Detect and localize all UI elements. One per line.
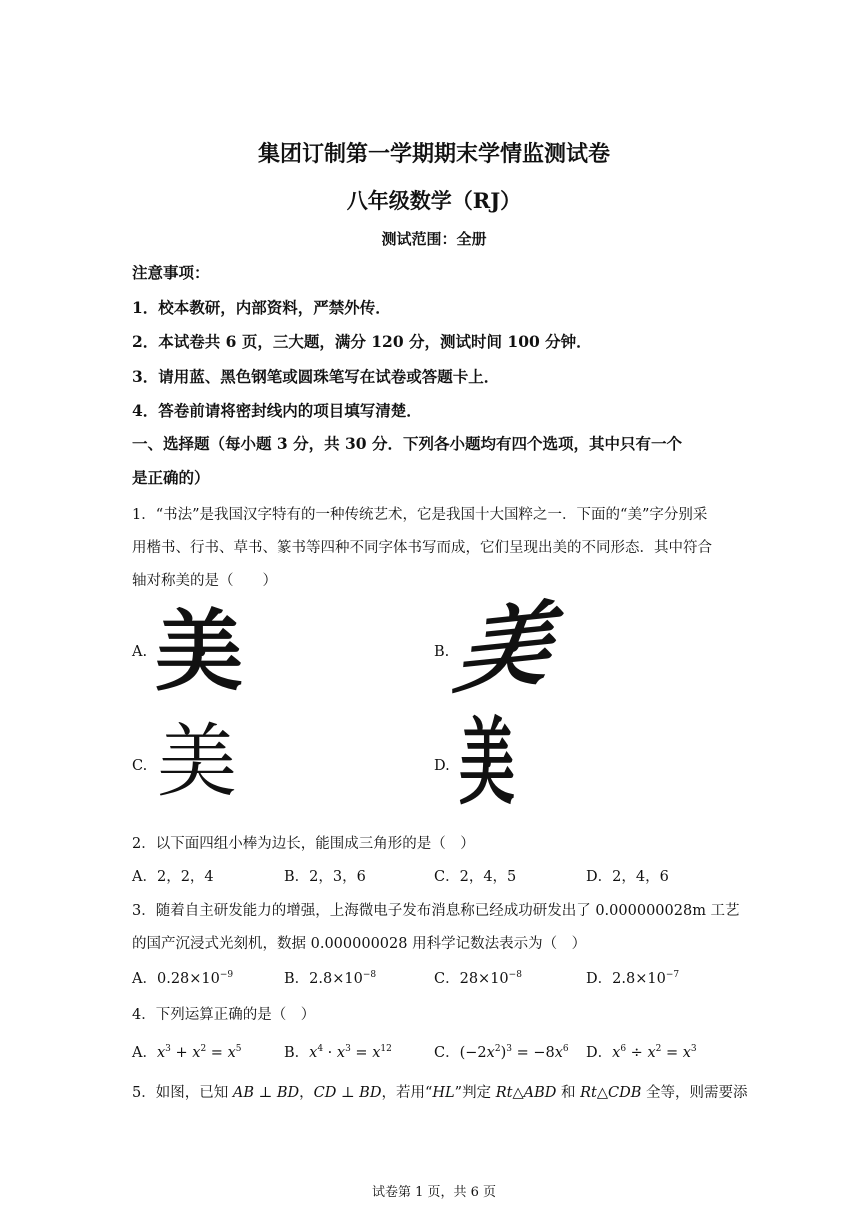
math-exp: 6 (562, 1044, 569, 1055)
q3-option-d-exponent: −7 (665, 970, 680, 981)
q4-option-c-label: C． (434, 1045, 460, 1061)
math-var: x (309, 1045, 318, 1061)
math-var: x (156, 1045, 166, 1061)
q3-option-a-label: A． (132, 971, 157, 987)
q5-line1 (132, 1081, 747, 1102)
q4-option-d-label: D． (586, 1045, 613, 1061)
q5-text: 和 (556, 1085, 581, 1101)
q3-option-c-label: C． (434, 971, 460, 987)
section-heading-line1: 一、选择题（每小题 3 分，共 30 分．下列各小题均有四个选项，其中只有一个 (132, 434, 682, 453)
q1-line1: 1．“书法”是我国汉字特有的一种传统艺术，它是我国十大国粹之一．下面的“美”字分别采 (132, 507, 708, 523)
q1-option-c-label: C. (132, 758, 148, 774)
q1-option-a-calligraphy: 美 (155, 602, 244, 701)
math-op: ÷ (626, 1045, 648, 1061)
math-var: x (486, 1045, 495, 1061)
q2-option-a: A．2，2，4 (132, 869, 214, 885)
q5-math: AB ⊥ BD (232, 1085, 300, 1101)
q3-option-c-exponent: −8 (508, 970, 522, 981)
q5-math: CD ⊥ BD (313, 1085, 382, 1101)
math-exp: 3 (506, 1044, 512, 1055)
math-op: · (323, 1045, 337, 1061)
q5-text: ，若用“ (381, 1085, 433, 1101)
q3-option-b (284, 967, 376, 988)
q4-option-a-label: A． (132, 1045, 157, 1061)
q3-option-b-mantissa: 2.8×10 (309, 971, 363, 987)
test-scope: 测试范围：全册 (381, 230, 487, 248)
q4-option-d (586, 1041, 697, 1062)
q5-text: ， (299, 1085, 314, 1101)
math-var: x (336, 1045, 346, 1061)
math-exp: 5 (235, 1044, 242, 1055)
exam-subtitle: 八年级数学（RJ） (346, 188, 522, 213)
q1-line3: 轴对称美的是（ ） (132, 573, 277, 589)
q3-option-b-label: B． (284, 971, 310, 987)
q3-option-a-exponent: −9 (219, 970, 234, 981)
note-item-3: 3．请用蓝、黑色钢笔或圆珠笔写在试卷或答题卡上． (132, 367, 500, 386)
q3-option-d (586, 967, 679, 988)
q4-option-b-label: B． (284, 1045, 310, 1061)
q3-option-a (132, 967, 233, 988)
note-item-2: 2．本试卷共 6 页，三大题，满分 120 分，测试时间 100 分钟． (132, 332, 592, 351)
q4-stem: 4．下列运算正确的是（ ） (132, 1007, 316, 1023)
q1-option-d-calligraphy: 美 (459, 706, 515, 818)
math-op: = (661, 1045, 683, 1061)
q1-option-a-label: A. (132, 644, 148, 660)
q2-option-d: D．2，4，6 (586, 869, 669, 885)
math-exp: 6 (620, 1044, 627, 1055)
math-var: x (682, 1045, 691, 1061)
math-paren-open: (−2 (459, 1045, 487, 1061)
q3-option-c (434, 967, 522, 988)
math-exp: 2 (494, 1044, 501, 1055)
q3-option-d-label: D． (586, 971, 613, 987)
q5-text: 5．如图，已知 (132, 1085, 233, 1101)
note-item-4: 4．答卷前请将密封线内的项目填写清楚． (132, 401, 422, 420)
q1-option-c-calligraphy: 美 (157, 715, 237, 808)
q4-option-a (132, 1041, 242, 1062)
q2-option-c: C．2，4，5 (434, 869, 517, 885)
math-exp: 4 (317, 1044, 324, 1055)
q4-option-b (284, 1041, 392, 1062)
math-var: x (612, 1045, 621, 1061)
math-exp: 2 (655, 1044, 662, 1055)
section-heading-line2: 是正确的） (132, 468, 210, 487)
q5-math: HL (432, 1085, 455, 1101)
q3-line2: 的国产沉浸式光刻机，数据 0.000000028 用科学记数法表示为（ ） (132, 936, 587, 952)
math-exp: 3 (165, 1044, 171, 1055)
q5-text: 全等，则需要添 (641, 1085, 748, 1101)
q3-option-b-exponent: −8 (362, 970, 377, 981)
q3-option-a-mantissa: 0.28×10 (156, 971, 220, 987)
q1-option-b-calligraphy: 美 (449, 589, 559, 707)
q5-math: Rt△CDB (580, 1085, 642, 1101)
math-exp: 3 (345, 1044, 351, 1055)
q3-line1: 3．随着自主研发能力的增强，上海微电子发布消息称已经成功研发出了 0.000000028m 工艺 (132, 903, 740, 919)
math-op: = −8 (511, 1045, 555, 1061)
math-op: = (350, 1045, 373, 1061)
math-var: x (227, 1045, 236, 1061)
q1-option-b-label: B. (434, 644, 450, 660)
exam-title: 集团订制第一学期期末学情监测试卷 (257, 141, 610, 167)
math-exp: 12 (380, 1044, 392, 1055)
q5-math: Rt△ABD (495, 1085, 557, 1101)
math-var: x (647, 1045, 656, 1061)
q3-option-c-mantissa: 28×10 (459, 971, 509, 987)
q2-stem: 2．以下面四组小棒为边长，能围成三角形的是（ ） (132, 836, 475, 852)
math-var: x (192, 1045, 201, 1061)
q2-option-b: B．2，3，6 (284, 869, 366, 885)
q1-option-d-label: D. (434, 758, 450, 774)
notes-heading: 注意事项： (132, 263, 210, 282)
q5-text: ”判定 (454, 1085, 496, 1101)
math-paren-close: ) (500, 1045, 507, 1061)
math-exp: 3 (690, 1044, 697, 1055)
math-var: x (372, 1045, 381, 1061)
note-item-1: 1．校本教研，内部资料，严禁外传． (132, 298, 391, 317)
math-var: x (554, 1045, 563, 1061)
page-footer: 试卷第 1 页，共 6 页 (371, 1185, 497, 1200)
math-op: + (170, 1045, 193, 1061)
q1-line2: 用楷书、行书、草书、篆书等四种不同字体书写而成，它们呈现出美的不同形态．其中符合 (132, 540, 712, 556)
math-exp: 2 (200, 1044, 207, 1055)
q3-option-d-mantissa: 2.8×10 (612, 971, 666, 987)
q4-option-c (434, 1041, 569, 1062)
math-op: = (206, 1045, 228, 1061)
